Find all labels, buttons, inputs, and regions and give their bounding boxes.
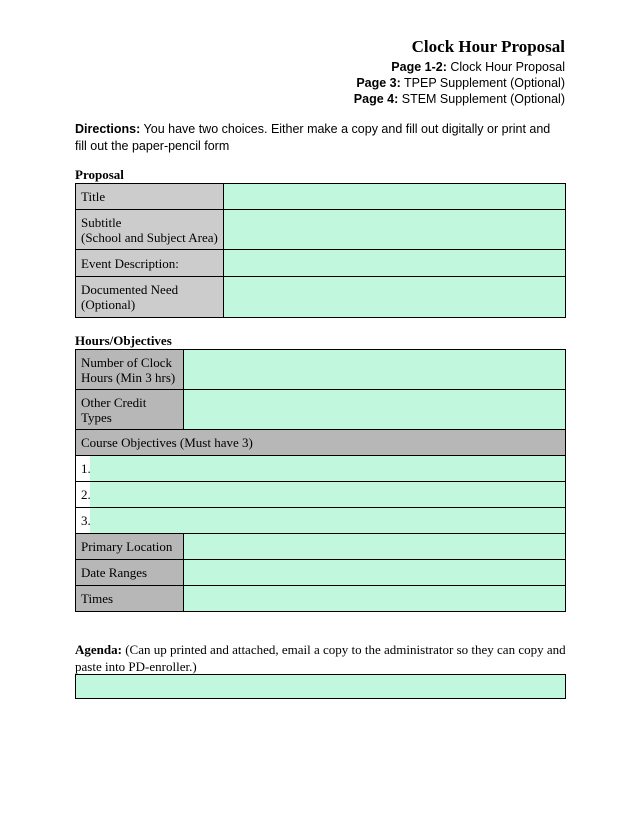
document-title: Clock Hour Proposal	[411, 37, 565, 56]
objective-3-input[interactable]	[90, 508, 566, 534]
subtitle-input[interactable]	[224, 210, 566, 250]
subtitle-label	[76, 210, 224, 250]
page-index-label: Page 1-2:	[391, 60, 447, 74]
primary-location-row	[76, 534, 566, 560]
primary-location-input[interactable]	[184, 534, 566, 560]
objective-number: 2.	[76, 482, 90, 508]
other-credit-label-line2: Types	[81, 409, 112, 425]
page-index-text: Clock Hour Proposal	[450, 60, 565, 74]
proposal-table	[75, 183, 566, 318]
objective-row-1	[76, 456, 566, 482]
proposal-row-title	[76, 184, 566, 210]
page-index-label: Page 3:	[356, 76, 401, 90]
agenda-label: Agenda:	[75, 642, 122, 657]
objective-row-3	[76, 508, 566, 534]
objective-number: 1.	[76, 456, 90, 482]
clock-hours-label	[76, 350, 184, 390]
agenda-text: (Can up printed and attached, email a copy to the administrator so they can copy and paste into PD-enroller.)	[75, 642, 566, 674]
agenda-input[interactable]	[75, 674, 566, 699]
documented-need-label-line2: (Optional)	[81, 297, 136, 312]
directions-text: You have two choices. Either make a copy and fill out digitally or print and fill out the paper-pencil form	[75, 122, 551, 153]
times-label: Times	[76, 586, 184, 612]
clock-hours-label-line1: Number of Clock	[81, 354, 172, 370]
date-ranges-input[interactable]	[184, 560, 566, 586]
page-index-text: TPEP Supplement (Optional)	[404, 76, 565, 90]
clock-hours-row	[76, 350, 566, 390]
page-index-line-2	[354, 75, 565, 91]
hours-objectives-heading: Hours/Objectives	[75, 333, 172, 348]
date-ranges-label: Date Ranges	[76, 560, 184, 586]
proposal-row-subtitle	[76, 210, 566, 250]
proposal-row-event-description	[76, 250, 566, 277]
proposal-heading: Proposal	[75, 167, 124, 182]
course-objectives-header-row	[76, 430, 566, 456]
hours-objectives-table	[75, 349, 566, 612]
page-index-label: Page 4:	[353, 92, 399, 106]
times-input[interactable]	[184, 586, 566, 612]
document-header	[354, 36, 565, 107]
subtitle-label-line2: (School and Subject Area)	[81, 229, 218, 245]
documented-need-label	[76, 277, 224, 318]
agenda-paragraph	[75, 641, 567, 675]
subtitle-label-line1: Subtitle	[81, 214, 122, 230]
objective-2-input[interactable]	[90, 482, 566, 508]
objective-1-input[interactable]	[90, 456, 566, 482]
page-index-line-3	[354, 91, 565, 107]
documented-need-label-line1: Documented Need	[81, 282, 179, 297]
page-index-text: STEM Supplement (Optional)	[401, 92, 565, 106]
title-input[interactable]	[224, 184, 566, 210]
title-label: Title	[76, 184, 224, 210]
other-credit-input[interactable]	[184, 390, 566, 430]
course-objectives-header: Course Objectives (Must have 3)	[76, 430, 566, 456]
objective-number: 3.	[76, 508, 90, 534]
objective-row-2	[76, 482, 566, 508]
other-credit-row	[76, 390, 566, 430]
page-index-line-1	[354, 59, 565, 75]
times-row	[76, 586, 566, 612]
clock-hours-input[interactable]	[184, 350, 566, 390]
clock-hours-label-line2: Hours (Min 3 hrs)	[81, 369, 176, 385]
proposal-row-documented-need	[76, 277, 566, 318]
primary-location-label: Primary Location	[76, 534, 184, 560]
directions-paragraph	[75, 121, 565, 155]
event-description-label: Event Description:	[76, 250, 224, 277]
documented-need-input[interactable]	[224, 277, 566, 318]
directions-label: Directions:	[75, 122, 141, 136]
date-ranges-row	[76, 560, 566, 586]
other-credit-label-line1: Other Credit	[81, 394, 147, 410]
other-credit-label	[76, 390, 184, 430]
event-description-input[interactable]	[224, 250, 566, 277]
